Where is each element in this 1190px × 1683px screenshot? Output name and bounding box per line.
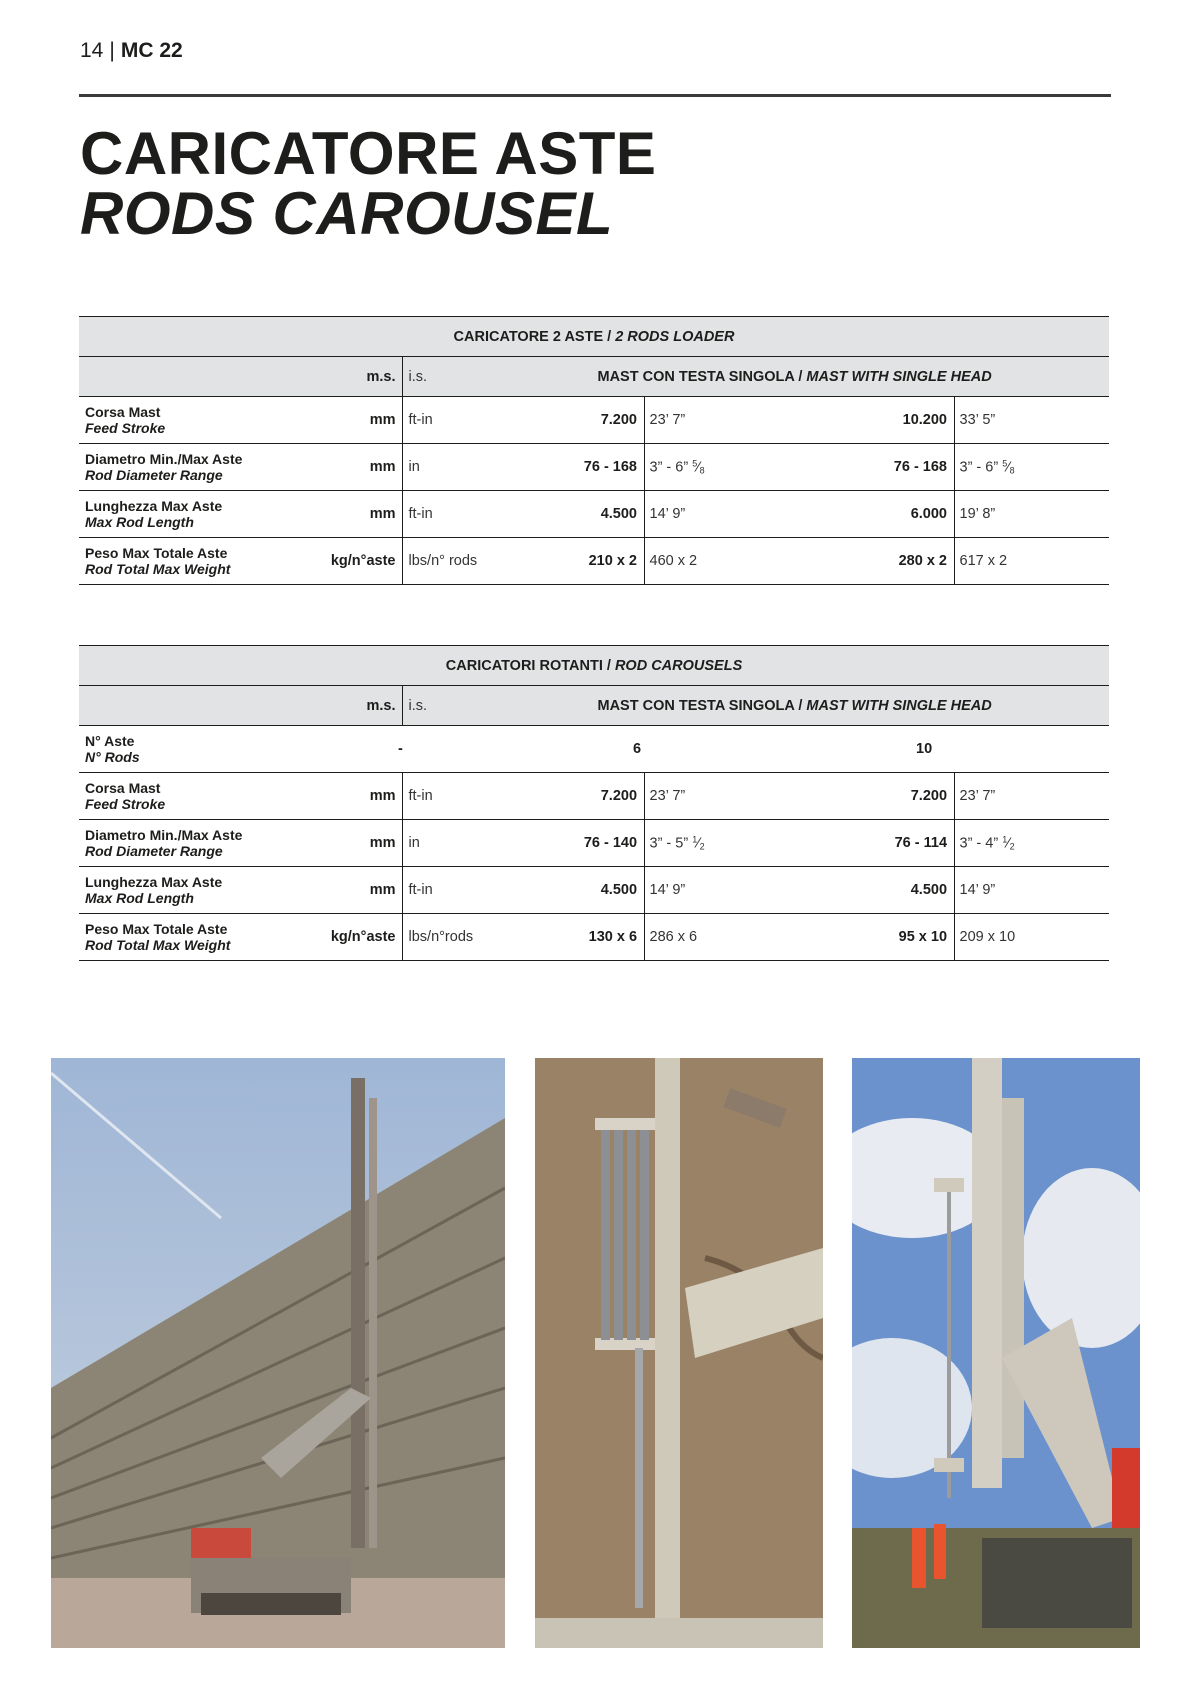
imperial-value-2: 19’ 8”: [959, 506, 996, 522]
label-italian: Lunghezza Max Aste: [85, 498, 223, 514]
table-title-row: [79, 646, 1109, 686]
imperial-unit: ft-in: [408, 412, 433, 428]
column-divider: [644, 914, 645, 960]
row-label: [79, 773, 323, 820]
table-row: [79, 773, 1109, 820]
imperial-value-1: 23’ 7”: [649, 412, 686, 428]
model-name: MC 22: [120, 39, 183, 62]
metric-value-2: 6.000: [910, 506, 947, 522]
metric-unit: kg/n°aste: [323, 538, 402, 585]
values-cell: [402, 538, 1109, 585]
label-english: Rod Total Max Weight: [85, 937, 231, 953]
column-divider: [644, 820, 645, 866]
title-italian: CARICATORE ASTE: [80, 120, 657, 187]
imperial-value-2: 23’ 7”: [959, 788, 996, 804]
column-divider: [954, 444, 955, 490]
rod-count-unit: -: [398, 741, 403, 757]
metric-value-2: 95 x 10: [898, 929, 948, 945]
imperial-unit: ft-in: [408, 506, 433, 522]
metric-unit: mm: [323, 491, 402, 538]
metric-value-1: 130 x 6: [588, 929, 638, 945]
label-italian: Corsa Mast: [85, 780, 161, 796]
imperial-value-2: 33’ 5”: [959, 412, 996, 428]
table-title: CARICATORE 2 ASTE / 2 RODS LOADER: [79, 317, 1109, 357]
imperial-system-label: i.s.: [408, 368, 428, 385]
imperial-value-1: 3” - 5” $^1⁄_2$: [649, 834, 705, 852]
fraction-denominator: 2: [1009, 841, 1015, 852]
label-english: Rod Total Max Weight: [85, 561, 231, 577]
metric-value-2: 76 - 168: [893, 459, 947, 475]
fraction-denominator: 8: [1009, 465, 1015, 476]
column-divider: [644, 773, 645, 819]
subheader-values: [402, 357, 1109, 397]
rods-loader-table: [79, 316, 1109, 585]
header-separator: |: [109, 39, 115, 62]
label-italian: Diametro Min./Max Aste: [85, 827, 243, 843]
column-divider: [954, 397, 955, 443]
rod-count-values: [323, 726, 1109, 773]
table-row: [79, 538, 1109, 585]
table-row-rod-count: [79, 726, 1109, 773]
fraction-denominator: 2: [699, 841, 705, 852]
row-label: [79, 397, 323, 444]
metric-unit: mm: [323, 820, 402, 867]
row-label: [79, 726, 323, 773]
imperial-value-2: 3” - 6” $^5⁄_8$: [959, 458, 1015, 476]
metric-system-label: m.s.: [79, 357, 402, 397]
imperial-value-1: 3” - 6” $^5⁄_8$: [649, 458, 705, 476]
mast-config-header: MAST CON TESTA SINGOLA / MAST WITH SINGLE HEAD: [597, 697, 992, 714]
table-row: [79, 914, 1109, 961]
imperial-value-2: 209 x 10: [959, 929, 1016, 945]
page-number: 14: [80, 39, 104, 62]
header-rule: [79, 94, 1111, 97]
imperial-value-1: 14’ 9”: [649, 506, 686, 522]
page-header: [80, 38, 183, 64]
label-english: N° Rods: [85, 749, 140, 765]
imperial-value-1: 286 x 6: [649, 929, 698, 945]
imperial-value-2: 617 x 2: [959, 553, 1008, 569]
imperial-unit: ft-in: [408, 788, 433, 804]
photo-drill-rig-site: [852, 1058, 1140, 1648]
values-cell: [402, 773, 1109, 820]
column-divider: [644, 867, 645, 913]
metric-value-1: 76 - 168: [583, 459, 637, 475]
rod-count-value-2: 10: [916, 741, 933, 757]
table-title: CARICATORI ROTANTI / ROD CAROUSELS: [79, 646, 1109, 686]
metric-system-label: m.s.: [79, 686, 402, 726]
fraction-numerator: 5: [1002, 458, 1008, 469]
label-english: Max Rod Length: [85, 514, 194, 530]
metric-unit: mm: [323, 773, 402, 820]
label-italian: Diametro Min./Max Aste: [85, 451, 243, 467]
metric-value-2: 76 - 114: [894, 835, 948, 851]
column-divider: [644, 397, 645, 443]
metric-value-1: 7.200: [600, 788, 638, 804]
label-italian: Corsa Mast: [85, 404, 161, 420]
metric-unit: mm: [323, 397, 402, 444]
column-divider: [644, 444, 645, 490]
imperial-unit: in: [408, 459, 420, 475]
imperial-value-2: 3” - 4” $^1⁄_2$: [959, 834, 1015, 852]
metric-unit: kg/n°aste: [323, 914, 402, 961]
column-divider: [954, 538, 955, 584]
mast-config-header: MAST CON TESTA SINGOLA / MAST WITH SINGLE HEAD: [597, 368, 992, 385]
metric-value-1: 7.200: [600, 412, 637, 428]
metric-unit: mm: [323, 444, 402, 491]
label-english: Max Rod Length: [85, 890, 194, 906]
metric-value-2: 7.200: [910, 788, 948, 804]
column-divider: [644, 491, 645, 537]
title-english: RODS CAROUSEL: [80, 180, 614, 247]
imperial-unit: lbs/n°rods: [408, 929, 474, 945]
column-divider: [954, 867, 955, 913]
rod-count-value-1: 6: [633, 741, 642, 757]
label-english: Feed Stroke: [85, 796, 166, 812]
label-italian: N° Aste: [85, 733, 135, 749]
imperial-value-1: 14’ 9”: [649, 882, 686, 898]
column-divider: [644, 538, 645, 584]
metric-value-1: 4.500: [600, 506, 637, 522]
values-cell: [402, 820, 1109, 867]
row-label: [79, 867, 323, 914]
imperial-value-1: 460 x 2: [649, 553, 698, 569]
table-row: [79, 444, 1109, 491]
values-cell: [402, 444, 1109, 491]
label-italian: Peso Max Totale Aste: [85, 545, 228, 561]
imperial-unit: ft-in: [408, 882, 433, 898]
column-divider: [954, 820, 955, 866]
table-title-row: [79, 317, 1109, 357]
rod-carousels-table: [79, 645, 1109, 961]
metric-value-2: 4.500: [910, 882, 948, 898]
values-cell: [402, 867, 1109, 914]
page-title: [80, 120, 657, 247]
table-subheader-row: [79, 686, 1109, 726]
row-label: [79, 444, 323, 491]
fraction-numerator: 5: [692, 458, 698, 469]
fraction-denominator: 8: [699, 465, 705, 476]
row-label: [79, 820, 323, 867]
table-row: [79, 397, 1109, 444]
table-row: [79, 491, 1109, 538]
values-cell: [402, 397, 1109, 444]
column-divider: [954, 914, 955, 960]
table-row: [79, 867, 1109, 914]
metric-value-1: 4.500: [600, 882, 638, 898]
label-italian: Peso Max Totale Aste: [85, 921, 228, 937]
label-english: Rod Diameter Range: [85, 467, 223, 483]
table-subheader-row: [79, 357, 1109, 397]
row-label: [79, 538, 323, 585]
metric-unit: mm: [323, 867, 402, 914]
label-english: Rod Diameter Range: [85, 843, 223, 859]
row-label: [79, 914, 323, 961]
metric-value-1: 76 - 140: [583, 835, 638, 851]
label-english: Feed Stroke: [85, 420, 166, 436]
photo-drill-rig-wall: [51, 1058, 505, 1648]
table-row: [79, 820, 1109, 867]
photo-rod-carousel-closeup: [535, 1058, 823, 1648]
column-divider: [954, 491, 955, 537]
fraction-numerator: 1: [692, 834, 698, 845]
fraction-numerator: 1: [1002, 834, 1008, 845]
imperial-value-2: 14’ 9”: [959, 882, 996, 898]
column-divider: [954, 773, 955, 819]
values-cell: [402, 914, 1109, 961]
label-italian: Lunghezza Max Aste: [85, 874, 223, 890]
imperial-unit: in: [408, 835, 420, 851]
imperial-value-1: 23’ 7”: [649, 788, 686, 804]
metric-value-2: 280 x 2: [898, 553, 947, 569]
values-cell: [402, 491, 1109, 538]
imperial-unit: lbs/n° rods: [408, 553, 478, 569]
row-label: [79, 491, 323, 538]
metric-value-2: 10.200: [902, 412, 947, 428]
imperial-system-label: i.s.: [408, 697, 428, 714]
subheader-values: [402, 686, 1109, 726]
metric-value-1: 210 x 2: [588, 553, 637, 569]
